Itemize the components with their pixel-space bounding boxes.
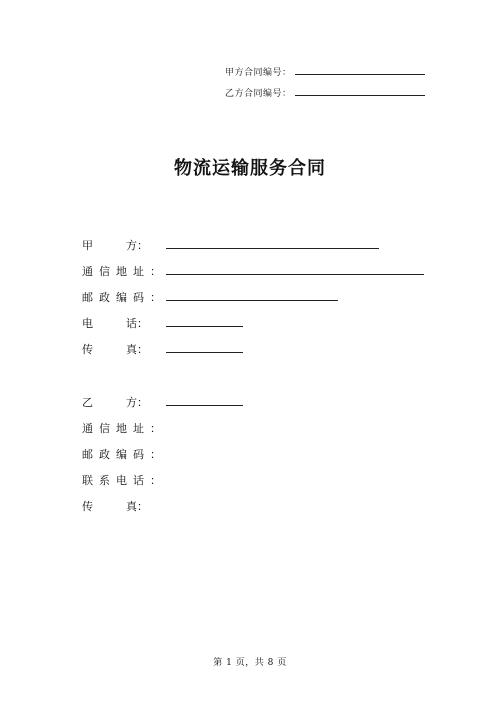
party-a-contract-no (225, 65, 292, 78)
document-title: 物流运输服务合同 (174, 158, 326, 179)
party-a-address-line (166, 274, 424, 275)
party-b-contract-no (225, 86, 292, 99)
party-a-fax-line (166, 352, 243, 353)
party-a-postcode-label: 邮政编码： (82, 291, 167, 304)
party-b-name-label: 乙 方： (82, 396, 148, 409)
party-b-address-label: 通信地址： (82, 422, 167, 435)
party-a-phone-line (166, 326, 243, 327)
party-a-fax-label: 传 真： (82, 343, 148, 356)
party-a-name-label: 甲 方： (82, 239, 148, 252)
party-a-postcode-line (166, 300, 338, 301)
party-a-name-line (166, 248, 379, 249)
party-a-phone-label: 电 话： (82, 317, 148, 330)
party-b-contract-no-label: 乙方合同编号： (225, 89, 292, 99)
party-a-address-label: 通信地址： (82, 265, 167, 278)
party-a-contract-no-label: 甲方合同编号： (225, 68, 292, 78)
page-number: 第 1 页，共 8 页 (213, 658, 287, 668)
party-b-name-line (166, 405, 243, 406)
party-b-fax-label: 传 真： (82, 500, 148, 513)
party-b-contract-no-line (295, 95, 425, 96)
party-b-postcode-label: 邮政编码： (82, 448, 167, 461)
party-a-contract-no-line (295, 74, 425, 75)
party-b-phone-label: 联系电话： (82, 474, 167, 487)
